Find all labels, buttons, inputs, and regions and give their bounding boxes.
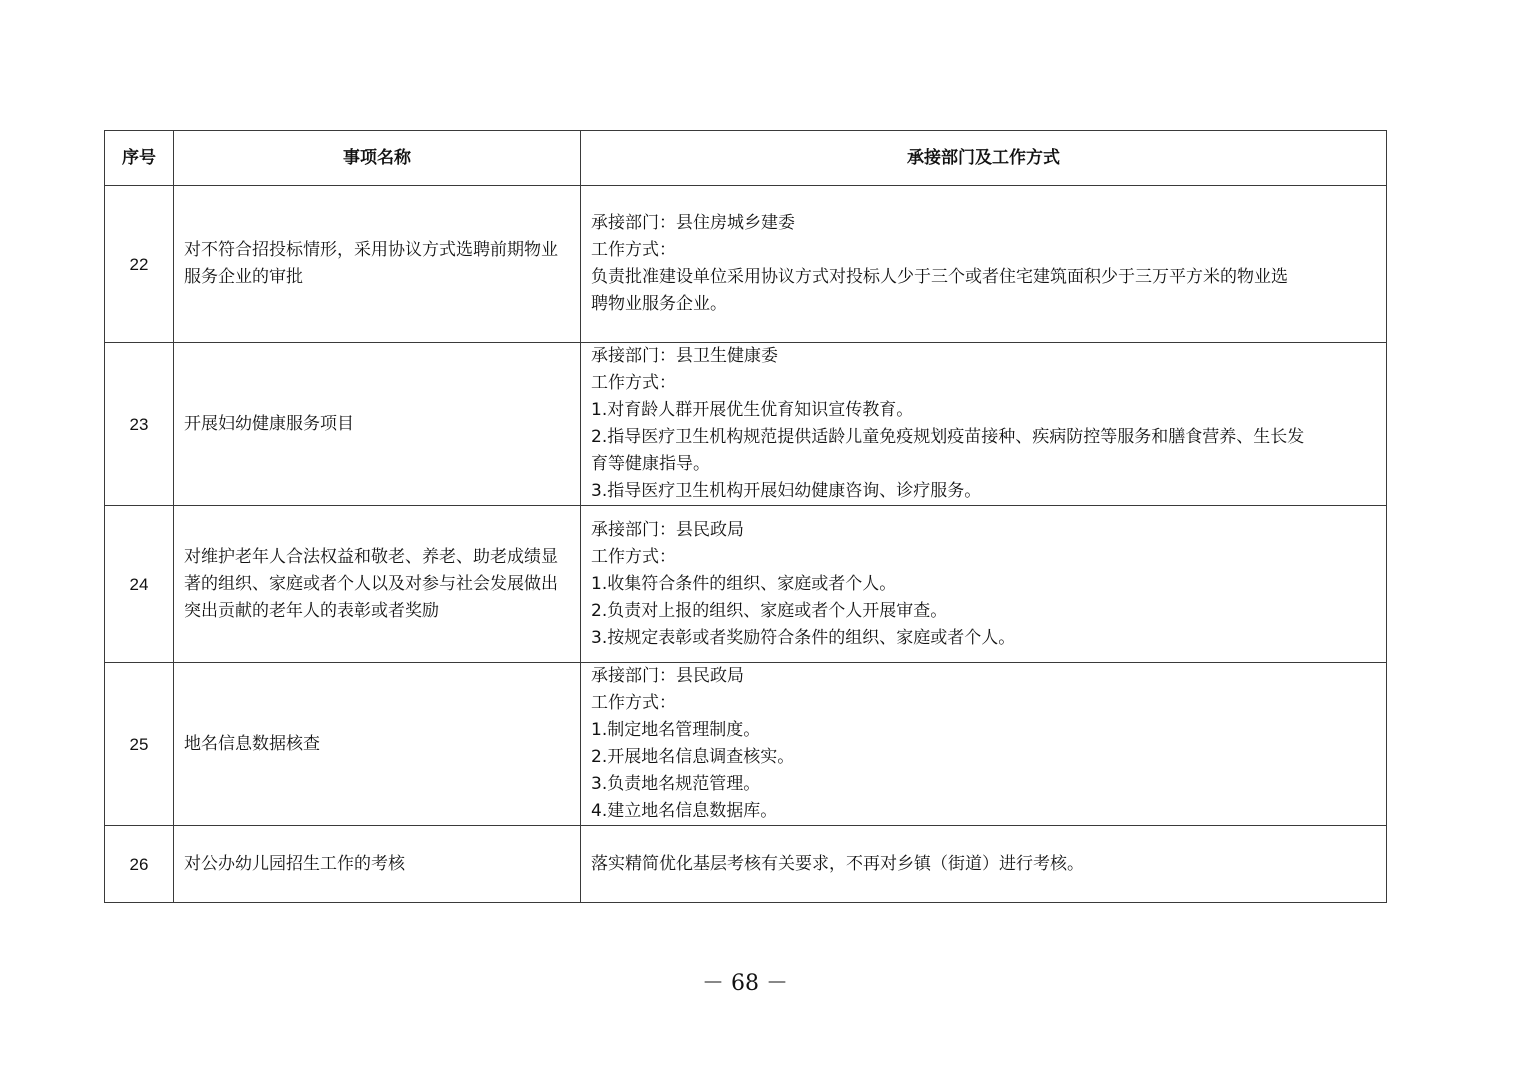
method-label: 工作方式：	[591, 546, 676, 567]
table-header-row	[105, 131, 1387, 186]
item-name-text: 开展妇幼健康服务项目	[184, 413, 354, 434]
method-line: 3.指导医疗卫生机构开展妇幼健康咨询、诊疗服务。	[591, 481, 982, 501]
dept-line: 承接部门：县民政局	[591, 519, 744, 540]
item-name-text: 对不符合招投标情形，采用协议方式选聘前期物业服务企业的审批	[184, 240, 558, 287]
table-row	[105, 506, 1387, 663]
method-label: 工作方式：	[591, 693, 676, 713]
method-line: 4.建立地名信息数据库。	[591, 801, 778, 821]
dept-line: 承接部门：县民政局	[591, 666, 744, 686]
items-table	[104, 130, 1387, 903]
dept-and-method	[581, 186, 1387, 343]
header-name: 事项名称	[174, 131, 581, 186]
table-row	[105, 186, 1387, 343]
item-name	[174, 506, 581, 663]
row-number: 26	[105, 826, 174, 903]
method-line: 3.按规定表彰或者奖励符合条件的组织、家庭或者个人。	[591, 627, 1016, 648]
item-name-text: 地名信息数据核查	[184, 733, 320, 754]
row-number: 23	[105, 343, 174, 506]
row-number: 24	[105, 506, 174, 663]
method-line: 育等健康指导。	[591, 454, 710, 474]
item-name	[174, 663, 581, 826]
table-row	[105, 343, 1387, 506]
row-number: 25	[105, 663, 174, 826]
method-line: 落实精简优化基层考核有关要求，不再对乡镇（街道）进行考核。	[591, 853, 1084, 874]
method-line: 聘物业服务企业。	[591, 294, 727, 314]
method-label: 工作方式：	[591, 373, 676, 393]
header-no: 序号	[105, 131, 174, 186]
method-line: 2.负责对上报的组织、家庭或者个人开展审查。	[591, 600, 948, 621]
page-number: － 68 －	[702, 971, 788, 996]
method-line: 1.制定地名管理制度。	[591, 720, 761, 740]
dept-line: 承接部门：县住房城乡建委	[591, 213, 795, 233]
method-line: 2.指导医疗卫生机构规范提供适龄儿童免疫规划疫苗接种、疾病防控等服务和膳食营养、生长发	[591, 427, 1305, 447]
header-dept: 承接部门及工作方式	[581, 131, 1387, 186]
item-name	[174, 186, 581, 343]
dept-and-method	[581, 506, 1387, 663]
method-line: 负责批准建设单位采用协议方式对投标人少于三个或者住宅建筑面积少于三万平方米的物业选	[591, 267, 1288, 287]
dept-and-method	[581, 663, 1387, 826]
method-line: 3.负责地名规范管理。	[591, 774, 761, 794]
row-number: 22	[105, 186, 174, 343]
item-name	[174, 343, 581, 506]
table-row	[105, 663, 1387, 826]
table-row	[105, 826, 1387, 903]
method-line: 1.收集符合条件的组织、家庭或者个人。	[591, 573, 897, 594]
item-name	[174, 826, 581, 903]
method-line: 2.开展地名信息调查核实。	[591, 747, 795, 767]
method-label: 工作方式：	[591, 240, 676, 260]
item-name-text: 对维护老年人合法权益和敬老、养老、助老成绩显著的组织、家庭或者个人以及对参与社会发展做出突出贡献的老年人的表彰或者奖励	[184, 546, 558, 621]
dept-and-method	[581, 343, 1387, 506]
dept-line: 承接部门：县卫生健康委	[591, 346, 778, 366]
item-name-text: 对公办幼儿园招生工作的考核	[184, 853, 405, 874]
method-line: 1.对育龄人群开展优生优育知识宣传教育。	[591, 400, 914, 420]
dept-and-method	[581, 826, 1387, 903]
